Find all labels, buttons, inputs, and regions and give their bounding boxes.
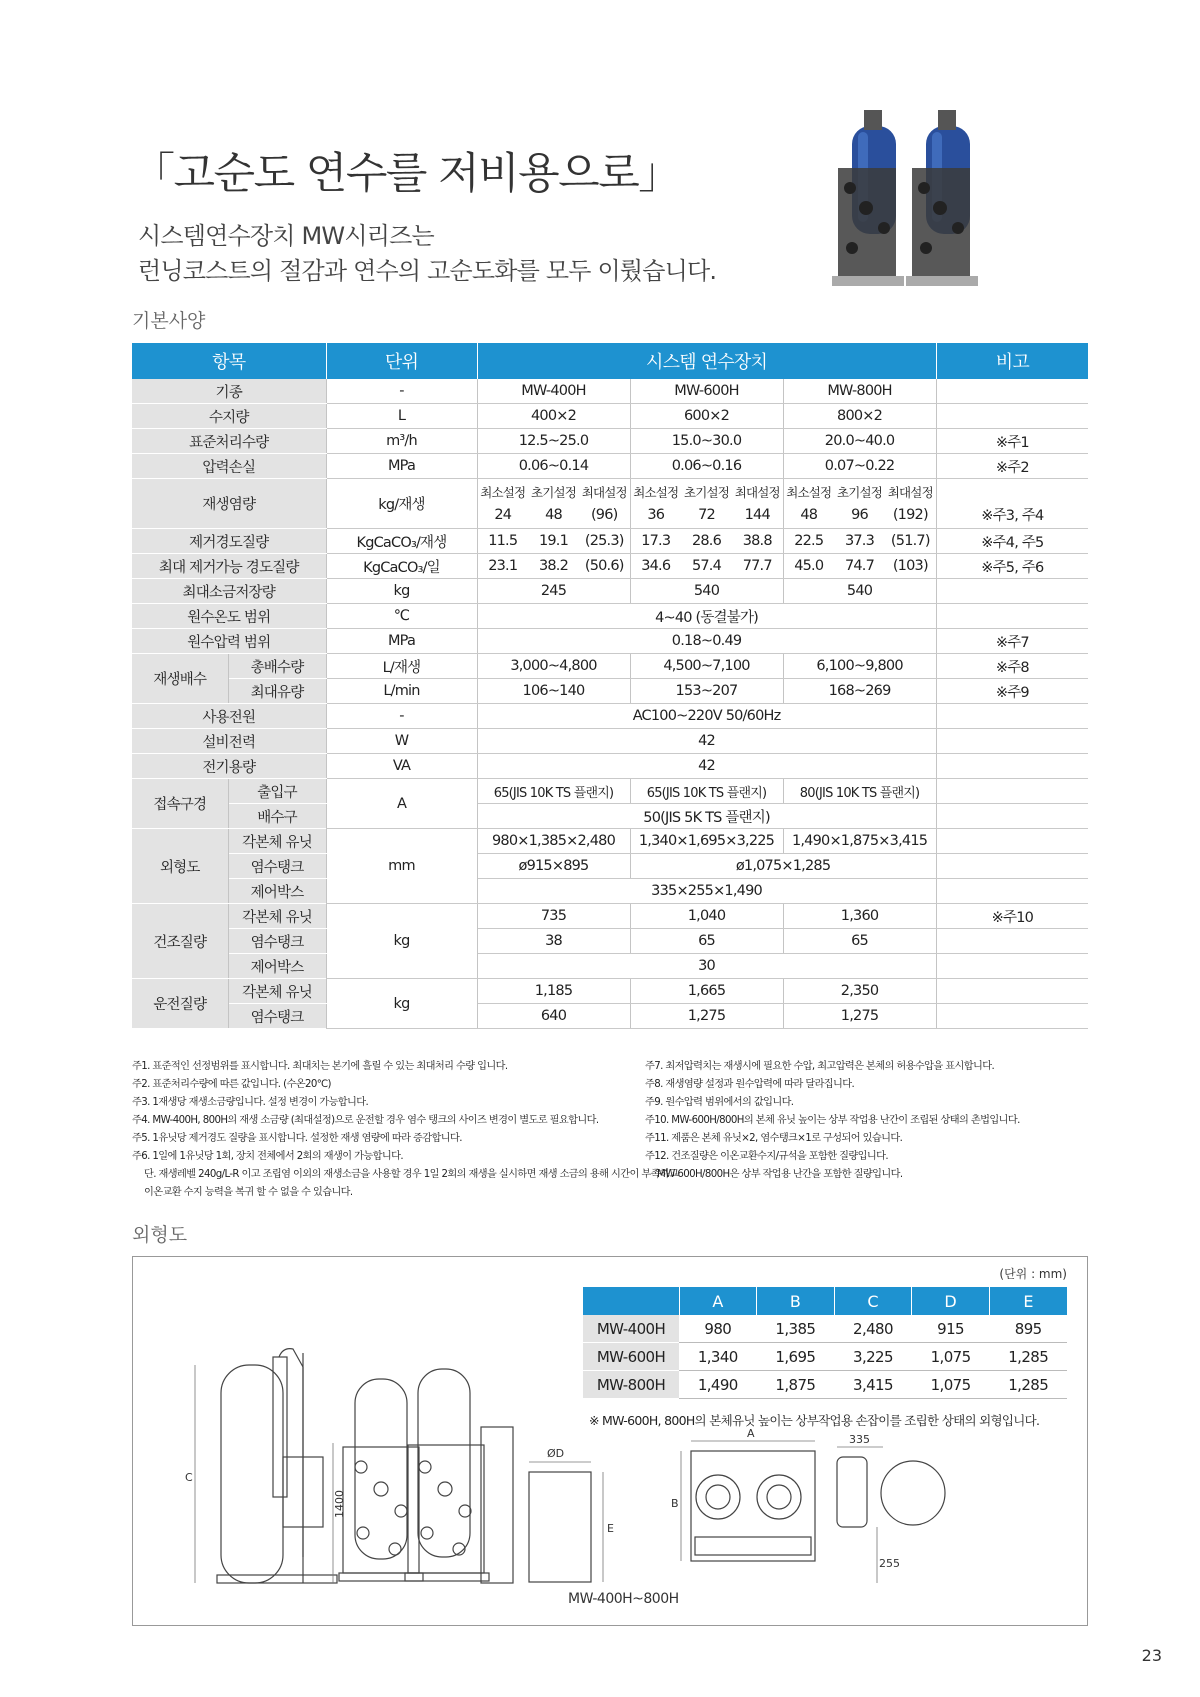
cell: 735 <box>477 904 630 929</box>
table-row <box>132 654 1088 679</box>
footnote: 주4. MW-400H, 800H의 재생 소금량 (최대설정)으로 운전할 경우 염수 탱크의 사이즈 변경이 별도로 필요합니다. <box>132 1115 599 1126</box>
row-label: 원수온도 범위 <box>132 604 326 629</box>
dim-col-b: B <box>757 1287 835 1315</box>
table-row <box>132 754 1088 779</box>
table-row <box>132 479 1088 529</box>
footnote: 주7. 최저압력치는 재생시에 필요한 수압, 최고압력은 본체의 허용수압을 표시합니다. <box>645 1061 995 1072</box>
cell: 48 <box>800 506 818 523</box>
row-label: 원수압력 범위 <box>132 629 326 654</box>
row-label: 표준처리수량 <box>132 429 326 454</box>
cell: 144 <box>744 506 770 523</box>
cell: 1,285 <box>989 1371 1067 1399</box>
dim-model: MW-800H <box>583 1371 679 1399</box>
table-row <box>132 1004 1088 1029</box>
spec-table <box>132 343 1088 1029</box>
note-cell: ※주7 <box>936 629 1088 654</box>
table-row <box>132 854 1088 879</box>
row-unit: kg/재생 <box>326 479 477 529</box>
cell: 38 <box>477 929 630 954</box>
row-unit: L/재생 <box>326 654 477 679</box>
dim-label-b: B <box>671 1497 679 1510</box>
row-unit: VA <box>326 754 477 779</box>
table-row <box>132 629 1088 654</box>
cell: 540 <box>783 579 936 604</box>
row-group-label: 접속구경 <box>132 779 228 829</box>
cell: 42 <box>477 754 936 779</box>
cell: 1,490×1,875×3,415 <box>783 829 936 854</box>
row-label: 전기용량 <box>132 754 326 779</box>
dim-label-d: ØD <box>547 1447 565 1460</box>
unit-note: (단위 : mm) <box>999 1267 1067 1281</box>
table-row <box>132 729 1088 754</box>
footnote: 주5. 1유닛당 제거경도 질량을 표시합니다. 설정한 재생 염량에 따라 증감합니다. <box>132 1133 462 1144</box>
row-unit: ℃ <box>326 604 477 629</box>
row-label: 최대소금저장량 <box>132 579 326 604</box>
row-group-label: 건조질량 <box>132 904 228 979</box>
table-row <box>132 904 1088 929</box>
cell: (96) <box>590 506 618 523</box>
row-unit: kg <box>326 579 477 604</box>
cell: 915 <box>912 1315 990 1343</box>
cell: 38.2 <box>528 554 579 579</box>
row-unit: KgCaCO₃/재생 <box>326 529 477 554</box>
cell: 11.5 <box>477 529 528 554</box>
cell: 6,100~9,800 <box>783 654 936 679</box>
note-cell: ※주1 <box>936 429 1088 454</box>
cell: 48 <box>545 506 562 523</box>
row-label: 수지량 <box>132 404 326 429</box>
cell: (25.3) <box>579 529 630 554</box>
dimension-drawing-box <box>132 1256 1088 1626</box>
footnote: 주10. MW-600H/800H의 본체 유닛 높이는 상부 작업용 난간이 조립된 상태의 촌법입니다. <box>645 1115 1020 1126</box>
cell: 30 <box>477 954 936 979</box>
sublabel-min: 최소설정 <box>633 484 679 500</box>
cell: 1,040 <box>630 904 783 929</box>
cell: 80(JIS 10K TS 플랜지) <box>783 779 936 804</box>
brine-tank-drawing <box>529 1472 591 1582</box>
table-row <box>132 979 1088 1004</box>
row-label: 제거경도질량 <box>132 529 326 554</box>
row-unit: m³/h <box>326 429 477 454</box>
note-cell: ※주3, 주4 <box>936 479 1088 529</box>
dim-label-e: E <box>607 1522 614 1535</box>
cell: 65 <box>783 929 936 954</box>
row-sublabel: 제어박스 <box>228 879 326 904</box>
table-row <box>132 529 1088 554</box>
note-cell: ※주9 <box>936 679 1088 704</box>
row-sublabel: 출입구 <box>228 779 326 804</box>
cell: 57.4 <box>681 554 732 579</box>
side-view-drawing <box>217 1349 337 1583</box>
footnote: 주6. 1일에 1유닛당 1회, 장치 전체에서 2회의 재생이 가능합니다. <box>132 1151 403 1162</box>
cell: 65 <box>630 929 783 954</box>
table-row <box>132 554 1088 579</box>
dim-label-335: 335 <box>849 1433 870 1446</box>
cell: 65(JIS 10K TS 플랜지) <box>630 779 783 804</box>
table-row <box>132 704 1088 729</box>
outline-drawings <box>133 1257 1086 1623</box>
dimension-note: ※ MW-600H, 800H의 본체유닛 높이는 상부작업용 손잡이를 조립한 상태의 외형입니다. <box>589 1413 1040 1428</box>
note-cell: ※주4, 주5 <box>936 529 1088 554</box>
cell: 540 <box>630 579 783 604</box>
cell: 980 <box>679 1315 757 1343</box>
cell: 335×255×1,490 <box>477 879 936 904</box>
sublabel-min: 최소설정 <box>786 484 832 500</box>
cell: 3,415 <box>834 1371 912 1399</box>
row-unit: kg <box>326 904 477 979</box>
row-unit: mm <box>326 829 477 904</box>
row-label: 기종 <box>132 379 326 404</box>
row-group-label: 외형도 <box>132 829 228 904</box>
cell: 168~269 <box>783 679 936 704</box>
cell: (103) <box>885 554 936 579</box>
table-row <box>132 679 1088 704</box>
cell: (50.6) <box>579 554 630 579</box>
table-row <box>132 604 1088 629</box>
footnote: MW-600H/800H은 상부 작업용 난간을 포함한 질량입니다. <box>657 1169 903 1180</box>
sublabel-max: 최대설정 <box>581 484 627 500</box>
row-unit: KgCaCO₃/일 <box>326 554 477 579</box>
sublabel-max: 최대설정 <box>887 484 933 500</box>
cell: 28.6 <box>681 529 732 554</box>
cell: 42 <box>477 729 936 754</box>
cell: 1,340×1,695×3,225 <box>630 829 783 854</box>
row-sublabel: 각본체 유닛 <box>228 904 326 929</box>
page-number: 23 <box>1141 1646 1162 1665</box>
cell: 12.5~25.0 <box>477 429 630 454</box>
dim-label-1400: 1400 <box>333 1490 346 1518</box>
cell: 0.18~0.49 <box>477 629 936 654</box>
table-row <box>132 829 1088 854</box>
cell: 245 <box>477 579 630 604</box>
cell: 23.1 <box>477 554 528 579</box>
sublabel-min: 최소설정 <box>480 484 526 500</box>
footnote: 주12. 건조질량은 이온교환수지/규석을 포함한 질량입니다. <box>645 1151 888 1162</box>
cell: 2,480 <box>834 1315 912 1343</box>
model-caption: MW-400H~800H <box>568 1591 679 1607</box>
dim-label-255: 255 <box>879 1557 900 1570</box>
cell: 24 <box>494 506 512 523</box>
cell: 1,340 <box>679 1343 757 1371</box>
dim-label-c: C <box>185 1471 193 1484</box>
cell: 1,490 <box>679 1371 757 1399</box>
dim-model: MW-600H <box>583 1343 679 1371</box>
cell: 19.1 <box>528 529 579 554</box>
cell: 0.06~0.16 <box>630 454 783 479</box>
cell: 1,360 <box>783 904 936 929</box>
front-view-drawing-1 <box>339 1379 423 1581</box>
cell: (192) <box>892 506 928 523</box>
header-unit: 단위 <box>326 343 477 379</box>
row-label: 설비전력 <box>132 729 326 754</box>
subtitle-line-1: 시스템연수장치 MW시리즈는 <box>138 222 434 250</box>
subtitle-line-2: 런닝코스트의 절감과 연수의 고순도화를 모두 이뤘습니다. <box>138 257 717 285</box>
front-view-drawing-2 <box>405 1369 489 1581</box>
softener-unit-left <box>832 110 904 286</box>
footnote: 이온교환 수지 능력을 복귀 할 수 없을 수 있습니다. <box>144 1187 353 1198</box>
footnote: 단. 재생레벨 240g/L-R 이고 조립염 이외의 재생소금을 사용할 경우 1일 2회의 재생을 실시하면 재생 소금의 용해 시간이 부족하고 <box>144 1169 679 1180</box>
table-row <box>132 579 1088 604</box>
row-label: 재생염량 <box>132 479 326 529</box>
sublabel-init: 초기설정 <box>530 484 577 500</box>
cell: 34.6 <box>630 554 681 579</box>
cell: 65(JIS 10K TS 플랜지) <box>477 779 630 804</box>
dim-col-d: D <box>912 1287 990 1315</box>
row-group-label: 운전질량 <box>132 979 228 1029</box>
cell: 3,225 <box>834 1343 912 1371</box>
cell: 74.7 <box>834 554 885 579</box>
row-group-label: 재생배수 <box>132 654 228 704</box>
row-unit: A <box>326 779 477 829</box>
footnote: 주2. 표준처리수량에 따른 값입니다. (수온20℃) <box>132 1079 331 1090</box>
dim-col-e: E <box>989 1287 1067 1315</box>
dim-col-c: C <box>834 1287 912 1315</box>
table-row <box>132 429 1088 454</box>
cell: 1,275 <box>783 1004 936 1029</box>
cell: 1,875 <box>757 1371 835 1399</box>
table-row <box>132 454 1088 479</box>
row-unit: MPa <box>326 454 477 479</box>
row-label: 압력손실 <box>132 454 326 479</box>
cell: 20.0~40.0 <box>783 429 936 454</box>
row-sublabel: 각본체 유닛 <box>228 979 326 1004</box>
cell: 50(JIS 5K TS 플랜지) <box>477 804 936 829</box>
cell: 38.8 <box>732 529 783 554</box>
footnote: 주9. 원수압력 범위에서의 값입니다. <box>645 1097 794 1108</box>
cell: 77.7 <box>732 554 783 579</box>
cell: 400×2 <box>477 404 630 429</box>
cell: 153~207 <box>630 679 783 704</box>
table-row <box>132 779 1088 804</box>
note-cell: ※주2 <box>936 454 1088 479</box>
table-row <box>132 379 1088 404</box>
row-unit: L/min <box>326 679 477 704</box>
cell: AC100~220V 50/60Hz <box>477 704 936 729</box>
cell: 600×2 <box>630 404 783 429</box>
dimension-section-label: 외형도 <box>132 1224 188 1246</box>
control-box-drawing <box>481 1427 513 1583</box>
header-system: 시스템 연수장치 <box>477 343 936 379</box>
footnotes-right <box>645 1058 1020 1184</box>
row-sublabel: 염수탱크 <box>228 854 326 879</box>
cell: 4,500~7,100 <box>630 654 783 679</box>
cell: 1,665 <box>630 979 783 1004</box>
cell: 800×2 <box>783 404 936 429</box>
cell: 37.3 <box>834 529 885 554</box>
cell: 1,695 <box>757 1343 835 1371</box>
footnotes-left <box>132 1058 678 1202</box>
cell: 1,185 <box>477 979 630 1004</box>
cell: 45.0 <box>783 554 834 579</box>
cell: 0.06~0.14 <box>477 454 630 479</box>
header-note: 비고 <box>936 343 1088 379</box>
table-row <box>132 879 1088 904</box>
cell: (51.7) <box>885 529 936 554</box>
dim-model: MW-400H <box>583 1315 679 1343</box>
softener-unit-right <box>906 110 978 286</box>
note-cell: ※주8 <box>936 654 1088 679</box>
cell: 22.5 <box>783 529 834 554</box>
top-view-drawing <box>691 1451 815 1561</box>
cell: 36 <box>647 506 665 523</box>
cell: 1,385 <box>757 1315 835 1343</box>
header-item: 항목 <box>132 343 326 379</box>
brine-tank-top-drawing <box>881 1461 945 1525</box>
cell: 895 <box>989 1315 1067 1343</box>
row-sublabel: 제어박스 <box>228 954 326 979</box>
row-unit: - <box>326 704 477 729</box>
cell: 72 <box>698 506 715 523</box>
row-unit: MPa <box>326 629 477 654</box>
row-unit: L <box>326 404 477 429</box>
footnote: 주11. 제품은 본체 유닛×2, 염수탱크×1로 구성되어 있습니다. <box>645 1133 903 1144</box>
table-row <box>132 804 1088 829</box>
row-sublabel: 배수구 <box>228 804 326 829</box>
footnote: 주3. 1재생당 재생소금량입니다. 설정 변경이 가능합니다. <box>132 1097 369 1108</box>
row-sublabel: 최대유량 <box>228 679 326 704</box>
cell: 1,285 <box>989 1343 1067 1371</box>
row-sublabel: 총배수량 <box>228 654 326 679</box>
cell: 96 <box>851 506 868 523</box>
table-row <box>132 954 1088 979</box>
table-row <box>132 929 1088 954</box>
note-cell: ※주5, 주6 <box>936 554 1088 579</box>
cell: 3,000~4,800 <box>477 654 630 679</box>
cell: 1,075 <box>912 1371 990 1399</box>
row-sublabel: 각본체 유닛 <box>228 829 326 854</box>
cell: 640 <box>477 1004 630 1029</box>
cell: 4~40 (동결불가) <box>477 604 936 629</box>
cell: 1,075 <box>912 1343 990 1371</box>
model-name: MW-600H <box>630 379 783 404</box>
row-label: 사용전원 <box>132 704 326 729</box>
cell: ø915×895 <box>477 854 630 879</box>
cell: 106~140 <box>477 679 630 704</box>
row-unit: W <box>326 729 477 754</box>
row-sublabel: 염수탱크 <box>228 929 326 954</box>
footnote: 주8. 재생염량 설정과 원수압력에 따라 달라집니다. <box>645 1079 855 1090</box>
cell: 1,275 <box>630 1004 783 1029</box>
cell: 15.0~30.0 <box>630 429 783 454</box>
row-unit: - <box>326 379 477 404</box>
cell: 980×1,385×2,480 <box>477 829 630 854</box>
note-cell: ※주10 <box>936 904 1088 929</box>
product-photo <box>828 108 988 304</box>
footnote: 주1. 표준적인 선정범위를 표시합니다. 최대치는 본기에 흘릴 수 있는 최대처리 수량 입니다. <box>132 1061 508 1072</box>
control-box-top-drawing <box>837 1457 867 1527</box>
dim-label-a: A <box>747 1427 755 1440</box>
cell: 0.07~0.22 <box>783 454 936 479</box>
model-name: MW-800H <box>783 379 936 404</box>
sublabel-init: 초기설정 <box>683 484 730 500</box>
row-sublabel: 염수탱크 <box>228 1004 326 1029</box>
spec-section-label: 기본사양 <box>132 310 206 332</box>
sublabel-init: 초기설정 <box>836 484 883 500</box>
cell: 2,350 <box>783 979 936 1004</box>
row-label: 최대 제거가능 경도질량 <box>132 554 326 579</box>
page-headline: 「고순도 연수를 저비용으로」 <box>132 149 680 199</box>
sublabel-max: 최대설정 <box>734 484 780 500</box>
cell: 17.3 <box>630 529 681 554</box>
row-unit: kg <box>326 979 477 1029</box>
dim-col-a: A <box>679 1287 757 1315</box>
table-row <box>132 404 1088 429</box>
cell: ø1,075×1,285 <box>630 854 936 879</box>
model-name: MW-400H <box>477 379 630 404</box>
